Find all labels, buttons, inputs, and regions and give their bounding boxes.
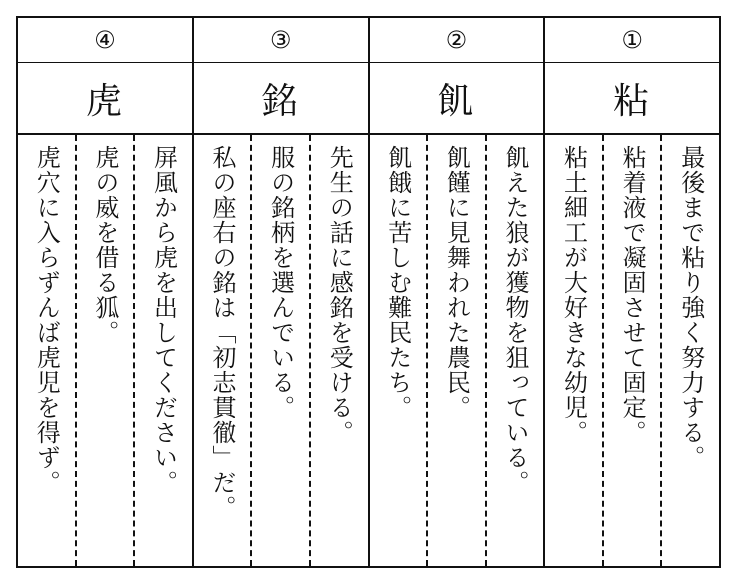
- kanji-heading: 虎: [18, 63, 192, 135]
- column-number: ③: [194, 18, 368, 63]
- example-sentence: 虎穴に入らずんば虎児を得ず。: [32, 145, 61, 495]
- example-cell: [309, 135, 368, 566]
- example-cell: [133, 135, 192, 566]
- example-sentence: 飢餓に苦しむ難民たち。: [383, 145, 412, 420]
- example-cell: [602, 135, 661, 566]
- example-sentence: 最後まで粘り強く努力する。: [676, 145, 705, 470]
- example-sentence: 服の銘柄を選んでいる。: [266, 145, 295, 420]
- example-sentence: 虎の威を借る狐。: [90, 145, 119, 345]
- example-cell: [75, 135, 134, 566]
- kanji-column-2: [370, 18, 546, 566]
- kanji-column-4: [18, 18, 194, 566]
- kanji-practice-table: [16, 16, 721, 568]
- column-number: ②: [370, 18, 544, 63]
- example-sentence: 屏風から虎を出してください。: [149, 145, 178, 495]
- column-number: ④: [18, 18, 192, 63]
- column-number: ①: [545, 18, 719, 63]
- example-cell: [660, 135, 719, 566]
- example-cell: [426, 135, 485, 566]
- example-cell: [370, 135, 427, 566]
- example-sentences: [18, 135, 192, 566]
- example-cell: [545, 135, 602, 566]
- example-sentence: 私の座右の銘は「初志貫徹」だ。: [208, 145, 237, 520]
- example-sentences: [545, 135, 719, 566]
- example-sentence: 粘土細工が大好きな幼児。: [559, 145, 588, 445]
- kanji-column-1: [545, 18, 719, 566]
- example-cell: [18, 135, 75, 566]
- example-sentence: 飢えた狼が獲物を狙っている。: [500, 145, 529, 495]
- kanji-heading: 銘: [194, 63, 368, 135]
- example-sentences: [194, 135, 368, 566]
- example-sentence: 飢饉に見舞われた農民。: [442, 145, 471, 420]
- kanji-column-3: [194, 18, 370, 566]
- example-cell: [485, 135, 544, 566]
- kanji-heading: 飢: [370, 63, 544, 135]
- kanji-heading: 粘: [545, 63, 719, 135]
- example-sentences: [370, 135, 544, 566]
- example-sentence: 粘着液で凝固させて固定。: [618, 145, 647, 445]
- example-cell: [250, 135, 309, 566]
- example-cell: [194, 135, 251, 566]
- example-sentence: 先生の話に感銘を受ける。: [325, 145, 354, 445]
